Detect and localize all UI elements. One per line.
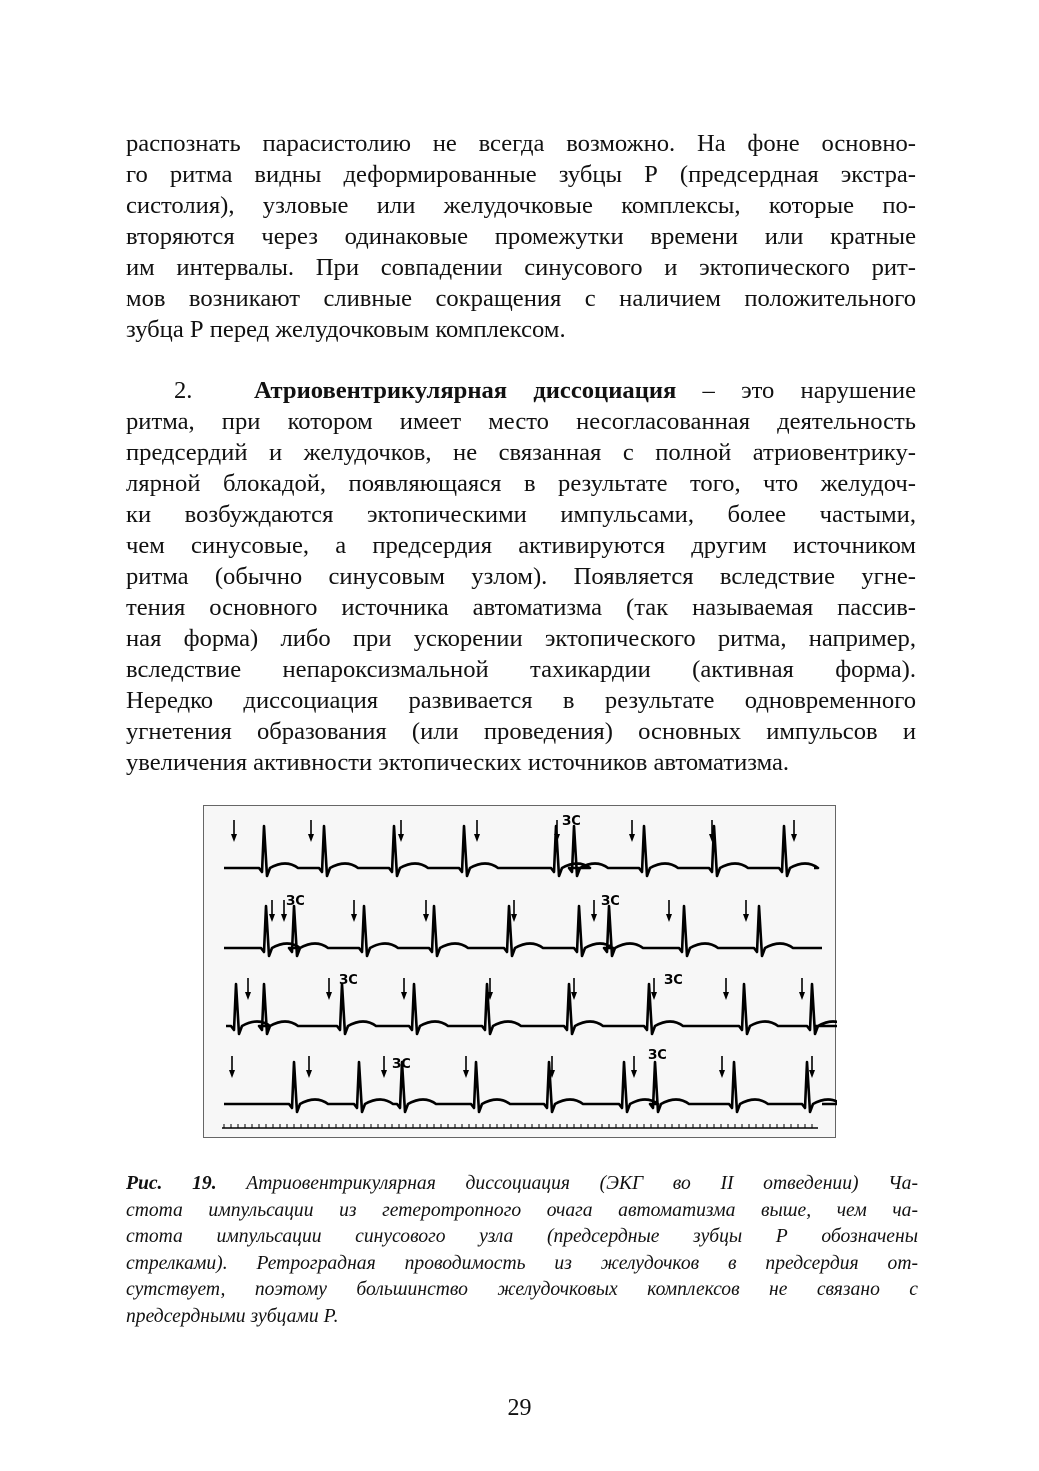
arrowhead-icon [269, 914, 275, 922]
text-line: угнетения образования (или проведения) основных импульсов и [126, 718, 916, 745]
arrowhead-icon [231, 834, 237, 842]
paragraph-av-dissociation [126, 375, 916, 778]
list-number: 2. [174, 377, 193, 404]
text-line: зубца Р перед желудочковым комплексом. [126, 316, 566, 343]
caption-line: стота импульсации из гетеротропного очага автоматизма выше, чем ча- [126, 1199, 918, 1221]
text-line: Нередко диссоциация развивается в результате одновременного [126, 687, 916, 714]
arrowhead-icon [629, 834, 635, 842]
fusion-beat-label: ЗС [286, 894, 305, 909]
arrowhead-icon [799, 992, 805, 1000]
arrowhead-icon [591, 914, 597, 922]
arrowhead-icon [306, 1070, 312, 1078]
text-line: им интервалы. При совпадении синусового и эктопического рит- [126, 254, 916, 281]
caption-line: стрелками). Ретроградная проводимость из желудочков в предсердия от- [126, 1252, 918, 1274]
arrowhead-icon [423, 914, 429, 922]
fusion-beat-label: ЗС [664, 973, 683, 988]
text-line: предсердий и желудочков, не связанная с полной атриовентрику- [126, 439, 916, 466]
arrowhead-icon [229, 1070, 235, 1078]
text-line: систолия), узловые или желудочковые комплексы, которые по- [126, 192, 916, 219]
fusion-beat-label: ЗС [339, 973, 358, 988]
arrowhead-icon [651, 992, 657, 1000]
text-line: ритма, при котором имеет место несогласованная деятельность [126, 408, 916, 435]
arrowhead-icon [401, 992, 407, 1000]
figure-caption [126, 1171, 918, 1330]
text-line: го ритма видны деформированные зубцы Р (предсердная экстра- [126, 161, 916, 188]
ecg-trace-4 [224, 1062, 837, 1112]
arrowhead-icon [791, 834, 797, 842]
fusion-beat-label: ЗС [648, 1048, 667, 1063]
text-fragment: – это нарушение [676, 377, 916, 404]
text-line: увеличения активности эктопических источников автоматизма. [126, 749, 790, 776]
ecg-trace-1 [224, 826, 818, 876]
text-line: вследствие непароксизмальной тахикардии (активная форма). [126, 656, 916, 683]
caption-line: стота импульсации синусового узла (предсердные зубцы Р обозначены [126, 1226, 918, 1247]
text-line: тения основного источника автоматизма (так называемая пассив- [126, 594, 916, 621]
text-line: ритма (обычно синусовым узлом). Появляется вследствие угне- [126, 563, 916, 590]
arrowhead-icon [743, 914, 749, 922]
text-line: лярной блокадой, появляющаяся в результате того, что желудоч- [126, 470, 916, 497]
arrowhead-icon [281, 914, 287, 922]
paragraph-parasystole [126, 128, 916, 345]
text-line-first [126, 375, 916, 406]
ecg-trace-3 [226, 984, 837, 1034]
page-number: 29 [507, 1395, 532, 1421]
figure-label: Рис. 19. [126, 1173, 217, 1194]
ecg-trace-2 [224, 906, 822, 956]
fusion-beat-label: ЗС [601, 894, 620, 909]
arrowhead-icon [326, 992, 332, 1000]
arrowhead-icon [809, 1070, 815, 1078]
text-line: ки возбуждаются эктопическими импульсами, более частыми, [126, 501, 916, 528]
arrowhead-icon [511, 914, 517, 922]
text-line: вторяются через одинаковые промежутки времени или кратные [126, 223, 916, 250]
arrowhead-icon [245, 992, 251, 1000]
arrowhead-icon [351, 914, 357, 922]
ecg-figure [203, 805, 836, 1138]
text-line: ная форма) либо при ускорении эктопического ритма, например, [126, 625, 916, 652]
term-heading: Атриовентрикулярная диссоциация [254, 377, 677, 404]
arrowhead-icon [398, 834, 404, 842]
caption-line: сутствует, поэтому большинство желудочковых комплексов не связано с [126, 1279, 918, 1300]
arrowhead-icon [381, 1070, 387, 1078]
arrowhead-icon [719, 1070, 725, 1078]
arrowhead-icon [666, 914, 672, 922]
arrowhead-icon [723, 992, 729, 1000]
arrowhead-icon [571, 992, 577, 1000]
text-line: мов возникают сливные сокращения с наличием положительного [126, 285, 916, 312]
caption-line: предсердными зубцами Р. [126, 1305, 339, 1327]
caption-line-first [126, 1171, 918, 1198]
arrowhead-icon [463, 1070, 469, 1078]
ecg-strips [204, 806, 837, 1139]
text-line: чем синусовые, а предсердия активируются другим источником [126, 532, 916, 559]
fusion-beat-label: ЗС [392, 1057, 411, 1072]
arrowhead-icon [631, 1070, 637, 1078]
text-line: распознать парасистолию не всегда возможно. На фоне основно- [126, 130, 916, 157]
arrowhead-icon [308, 834, 314, 842]
fusion-beat-label: ЗС [562, 814, 581, 829]
arrowhead-icon [474, 834, 480, 842]
caption-fragment: Атриовентрикулярная диссоциация (ЭКГ во II отведении) Ча- [216, 1173, 918, 1194]
